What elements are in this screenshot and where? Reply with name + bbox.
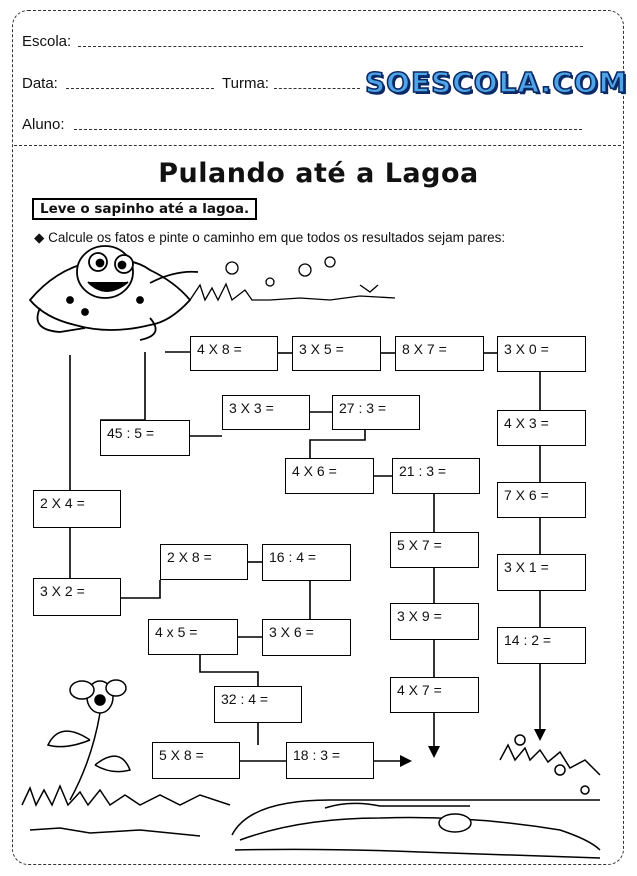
frog-illustration [30,246,198,340]
math-cell[interactable]: 21 : 3 = [392,458,480,494]
math-cell[interactable]: 3 X 5 = [292,336,381,371]
student-label: Aluno: [22,116,65,133]
math-cell[interactable]: 27 : 3 = [332,395,420,430]
math-cell[interactable]: 4 X 3 = [497,410,586,446]
math-cell[interactable]: 32 : 4 = [214,686,302,723]
math-cell[interactable]: 5 X 8 = [152,742,240,779]
math-cell[interactable]: 3 X 3 = [222,395,310,430]
math-cell[interactable]: 4 X 7 = [390,677,479,713]
math-cell[interactable]: 45 : 5 = [100,420,190,456]
math-cell[interactable]: 4 X 8 = [190,336,278,371]
math-cell[interactable]: 3 X 0 = [497,336,586,372]
math-cell[interactable]: 14 : 2 = [497,627,586,664]
math-cell[interactable]: 8 X 7 = [395,336,484,371]
instruction-box: Leve o sapinho até a lagoa. [32,198,257,220]
site-logo: SOESCOLA.COM [365,66,628,99]
math-cell[interactable]: 18 : 3 = [286,742,374,779]
grass-decoration-top [190,257,395,300]
class-label: Turma: [222,75,269,92]
math-cell[interactable]: 2 X 8 = [160,544,248,580]
math-cell[interactable]: 4 X 6 = [285,458,374,494]
math-cell[interactable]: 3 X 2 = [33,578,121,616]
math-cell[interactable]: 16 : 4 = [262,544,351,581]
math-cell[interactable]: 5 X 7 = [390,532,479,568]
math-cell[interactable]: 3 X 1 = [497,554,586,591]
math-cell[interactable]: 4 x 5 = [148,619,238,655]
math-cell[interactable]: 3 X 6 = [262,619,351,656]
flower-illustration [48,680,130,800]
math-cell[interactable]: 7 X 6 = [497,482,586,518]
math-cell[interactable]: 3 X 9 = [390,603,479,640]
bullet-instruction: ◆ Calcule os fatos e pinte o caminho em que todos os resultados sejam pares: [34,230,506,245]
page-title: Pulando até a Lagoa [158,158,479,189]
math-cell[interactable]: 2 X 4 = [33,490,121,528]
date-label: Data: [22,75,58,92]
school-label: Escola: [22,33,72,50]
